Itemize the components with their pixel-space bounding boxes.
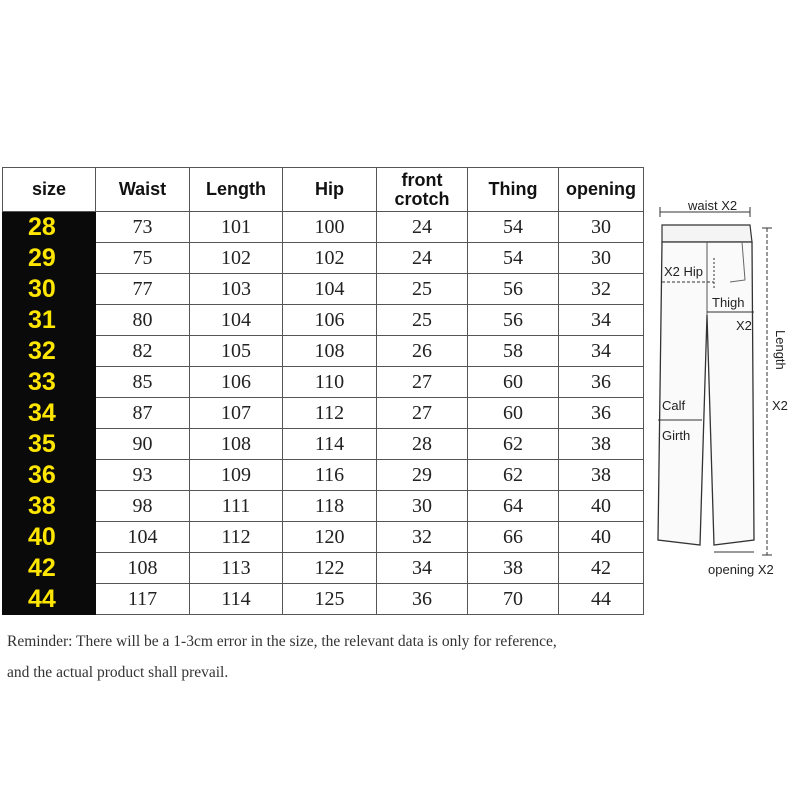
measurement-cell-length: 101 xyxy=(190,212,283,243)
table-row xyxy=(3,460,644,491)
opening-label: opening X2 xyxy=(708,562,774,577)
table-row xyxy=(3,522,644,553)
table-row xyxy=(3,212,644,243)
measurement-cell-opening: 36 xyxy=(559,398,644,429)
measurement-cell-thing: 62 xyxy=(468,429,559,460)
measurement-cell-length: 103 xyxy=(190,274,283,305)
measurement-cell-opening: 38 xyxy=(559,460,644,491)
measurement-cell-opening: 42 xyxy=(559,553,644,584)
column-header-size xyxy=(3,168,96,212)
measurement-cell-thing: 62 xyxy=(468,460,559,491)
measurement-cell-thing: 54 xyxy=(468,243,559,274)
size-cell: 33 xyxy=(3,367,96,398)
measurement-cell-front-crotch: 24 xyxy=(377,212,468,243)
size-cell: 36 xyxy=(3,460,96,491)
size-cell: 32 xyxy=(3,336,96,367)
measurement-cell-waist: 104 xyxy=(96,522,190,553)
measurement-cell-opening: 32 xyxy=(559,274,644,305)
size-cell: 30 xyxy=(3,274,96,305)
measurement-cell-hip: 125 xyxy=(283,584,377,615)
calf-label: Calf xyxy=(662,398,686,413)
size-chart-table xyxy=(2,167,644,615)
measurement-cell-front-crotch: 34 xyxy=(377,553,468,584)
measurement-cell-length: 114 xyxy=(190,584,283,615)
column-header-line: front xyxy=(401,169,443,190)
measurement-cell-opening: 44 xyxy=(559,584,644,615)
measurement-cell-length: 107 xyxy=(190,398,283,429)
measurement-cell-thing: 60 xyxy=(468,367,559,398)
measurement-cell-hip: 122 xyxy=(283,553,377,584)
measurement-cell-thing: 38 xyxy=(468,553,559,584)
table-row xyxy=(3,491,644,522)
measurement-cell-waist: 90 xyxy=(96,429,190,460)
column-header-line: Thing xyxy=(488,179,538,199)
reminder-line-1: Reminder: There will be a 1-3cm error in the size, the relevant data is only for reference, xyxy=(7,633,557,650)
header-row xyxy=(3,168,644,212)
column-header-line: opening xyxy=(566,179,636,199)
measurement-cell-length: 113 xyxy=(190,553,283,584)
reminder-line-2: and the actual product shall prevail. xyxy=(7,664,229,681)
length-label: Length xyxy=(773,330,788,370)
measurement-cell-waist: 98 xyxy=(96,491,190,522)
column-header-line: crotch xyxy=(394,188,450,209)
measurement-cell-length: 108 xyxy=(190,429,283,460)
size-cell: 40 xyxy=(3,522,96,553)
measurement-cell-thing: 54 xyxy=(468,212,559,243)
length-x2-label: X2 xyxy=(772,398,788,413)
measurement-cell-thing: 66 xyxy=(468,522,559,553)
measurement-cell-length: 106 xyxy=(190,367,283,398)
measurement-cell-front-crotch: 27 xyxy=(377,367,468,398)
measurement-cell-waist: 87 xyxy=(96,398,190,429)
size-cell: 35 xyxy=(3,429,96,460)
girth-label: Girth xyxy=(662,428,691,443)
measurement-cell-length: 111 xyxy=(190,491,283,522)
thigh-x2-label: X2 xyxy=(736,318,752,333)
measurement-cell-front-crotch: 32 xyxy=(377,522,468,553)
measurement-cell-thing: 58 xyxy=(468,336,559,367)
column-header-line: Length xyxy=(206,179,266,199)
measurement-cell-waist: 73 xyxy=(96,212,190,243)
measurement-cell-hip: 104 xyxy=(283,274,377,305)
table-row xyxy=(3,336,644,367)
pants-measurement-diagram xyxy=(650,180,800,600)
table-row xyxy=(3,274,644,305)
table-body xyxy=(3,212,644,615)
measurement-cell-waist: 77 xyxy=(96,274,190,305)
size-cell: 28 xyxy=(3,212,96,243)
column-header-waist xyxy=(96,168,190,212)
size-cell: 38 xyxy=(3,491,96,522)
measurement-cell-hip: 110 xyxy=(283,367,377,398)
measurement-cell-opening: 34 xyxy=(559,305,644,336)
measurement-cell-thing: 70 xyxy=(468,584,559,615)
size-cell: 34 xyxy=(3,398,96,429)
measurement-cell-hip: 114 xyxy=(283,429,377,460)
measurement-cell-hip: 108 xyxy=(283,336,377,367)
column-header-length xyxy=(190,168,283,212)
measurement-cell-waist: 117 xyxy=(96,584,190,615)
column-header-opening xyxy=(559,168,644,212)
size-cell: 42 xyxy=(3,553,96,584)
measurement-cell-thing: 60 xyxy=(468,398,559,429)
measurement-cell-opening: 30 xyxy=(559,243,644,274)
column-header-line: Waist xyxy=(118,179,167,199)
measurement-cell-front-crotch: 28 xyxy=(377,429,468,460)
measurement-cell-waist: 75 xyxy=(96,243,190,274)
measurement-cell-thing: 56 xyxy=(468,305,559,336)
measurement-cell-hip: 100 xyxy=(283,212,377,243)
measurement-cell-front-crotch: 25 xyxy=(377,274,468,305)
measurement-cell-length: 102 xyxy=(190,243,283,274)
measurement-cell-length: 112 xyxy=(190,522,283,553)
measurement-cell-length: 105 xyxy=(190,336,283,367)
measurement-cell-hip: 102 xyxy=(283,243,377,274)
measurement-cell-front-crotch: 24 xyxy=(377,243,468,274)
measurement-cell-length: 109 xyxy=(190,460,283,491)
measurement-cell-waist: 82 xyxy=(96,336,190,367)
measurement-cell-front-crotch: 27 xyxy=(377,398,468,429)
measurement-cell-opening: 40 xyxy=(559,491,644,522)
hip-label: X2 Hip xyxy=(664,264,704,279)
pants-outline-shape xyxy=(658,242,754,545)
measurement-cell-hip: 106 xyxy=(283,305,377,336)
measurement-cell-opening: 30 xyxy=(559,212,644,243)
size-cell: 29 xyxy=(3,243,96,274)
measurement-cell-opening: 40 xyxy=(559,522,644,553)
measurement-cell-front-crotch: 30 xyxy=(377,491,468,522)
table-row xyxy=(3,398,644,429)
measurement-cell-front-crotch: 36 xyxy=(377,584,468,615)
measurement-cell-opening: 36 xyxy=(559,367,644,398)
measurement-cell-hip: 120 xyxy=(283,522,377,553)
measurement-cell-waist: 85 xyxy=(96,367,190,398)
thigh-label: Thigh xyxy=(712,295,745,310)
column-header-thing xyxy=(468,168,559,212)
reminder-note xyxy=(7,626,657,688)
measurement-cell-hip: 118 xyxy=(283,491,377,522)
measurement-cell-opening: 38 xyxy=(559,429,644,460)
measurement-cell-thing: 56 xyxy=(468,274,559,305)
measurement-cell-thing: 64 xyxy=(468,491,559,522)
column-header-front-crotch xyxy=(377,168,468,212)
measurement-cell-front-crotch: 29 xyxy=(377,460,468,491)
table-row xyxy=(3,305,644,336)
measurement-cell-hip: 116 xyxy=(283,460,377,491)
column-header-line: size xyxy=(31,179,67,199)
waist-label: waist X2 xyxy=(688,198,738,213)
waistband-shape xyxy=(662,225,752,242)
size-cell: 31 xyxy=(3,305,96,336)
measurement-cell-waist: 93 xyxy=(96,460,190,491)
table-row xyxy=(3,553,644,584)
measurement-cell-front-crotch: 25 xyxy=(377,305,468,336)
table-row xyxy=(3,429,644,460)
measurement-cell-waist: 108 xyxy=(96,553,190,584)
measurement-cell-waist: 80 xyxy=(96,305,190,336)
table-row xyxy=(3,584,644,615)
size-cell: 44 xyxy=(3,584,96,615)
column-header-line: Hip xyxy=(315,179,344,199)
measurement-cell-opening: 34 xyxy=(559,336,644,367)
table-row xyxy=(3,243,644,274)
column-header-hip xyxy=(283,168,377,212)
table-row xyxy=(3,367,644,398)
measurement-cell-front-crotch: 26 xyxy=(377,336,468,367)
measurement-cell-hip: 112 xyxy=(283,398,377,429)
measurement-cell-length: 104 xyxy=(190,305,283,336)
